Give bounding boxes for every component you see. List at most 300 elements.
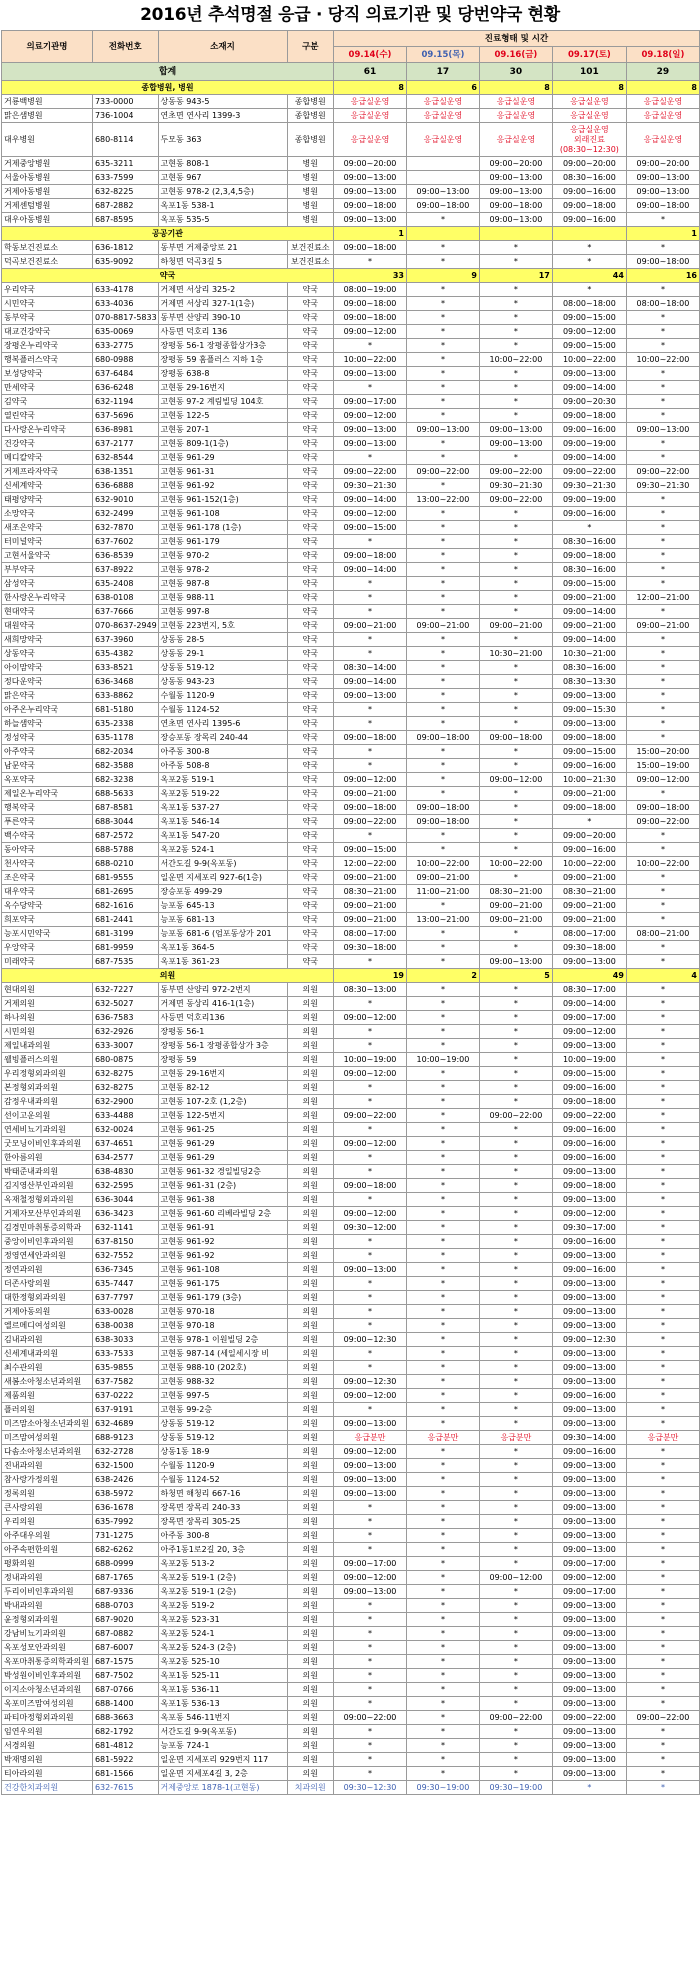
facility-type: 의원 — [287, 1585, 334, 1599]
table-row — [2, 787, 700, 801]
facility-type: 의원 — [287, 1571, 334, 1585]
facility-type: 약국 — [287, 619, 334, 633]
facility-name: 옥포마취통증의학과의원 — [2, 1655, 93, 1669]
hours-cell: * — [406, 325, 479, 339]
hours-cell: * — [479, 1053, 552, 1067]
table-row — [2, 185, 700, 199]
hours-cell: 09:00~21:00 — [334, 913, 407, 927]
table-row — [2, 1193, 700, 1207]
hours-cell: 09:00~13:00 — [552, 1627, 626, 1641]
facility-name: 건강약국 — [2, 437, 93, 451]
facility-name: 한사랑온누리약국 — [2, 591, 93, 605]
facility-address: 고현동 223번지, 5호 — [158, 619, 287, 633]
hours-cell: 09:00~13:00 — [334, 213, 407, 227]
facility-type: 의원 — [287, 1697, 334, 1711]
hours-cell: 09:00~13:00 — [552, 1375, 626, 1389]
hours-cell: 09:00~18:00 — [552, 409, 626, 423]
facility-phone: 635-2408 — [92, 577, 158, 591]
facility-address: 아주1동1로2길 20, 3층 — [158, 1543, 287, 1557]
hours-cell: * — [406, 1263, 479, 1277]
date-header: 09.18(일) — [626, 47, 699, 63]
table-row — [2, 1571, 700, 1585]
hours-cell: * — [626, 941, 699, 955]
facility-type: 병원 — [287, 185, 334, 199]
hours-cell: * — [406, 311, 479, 325]
facility-phone: 681-4812 — [92, 1739, 158, 1753]
hours-cell: 09:00~13:00 — [334, 367, 407, 381]
section-count: 2 — [406, 969, 479, 983]
hours-cell: * — [479, 1473, 552, 1487]
table-row — [2, 633, 700, 647]
facility-phone: 688-0999 — [92, 1557, 158, 1571]
facility-address: 고현동 961-91 — [158, 1221, 287, 1235]
facility-name: 신세계약국 — [2, 479, 93, 493]
hours-cell: 09:00~13:00 — [552, 1641, 626, 1655]
table-row — [2, 829, 700, 843]
table-row — [2, 1515, 700, 1529]
facility-phone: 638-1351 — [92, 465, 158, 479]
hours-cell: * — [406, 899, 479, 913]
facility-phone: 636-6248 — [92, 381, 158, 395]
facility-type: 약국 — [287, 675, 334, 689]
hours-cell: 09:30~18:00 — [334, 941, 407, 955]
hours-cell: * — [406, 1137, 479, 1151]
table-row — [2, 521, 700, 535]
facility-address: 상동동 28-5 — [158, 633, 287, 647]
table-row — [2, 1137, 700, 1151]
table-row — [2, 1599, 700, 1613]
facility-address: 옥포1동 537-27 — [158, 801, 287, 815]
hours-cell: * — [626, 1025, 699, 1039]
table-row — [2, 409, 700, 423]
facility-type: 약국 — [287, 409, 334, 423]
table-row — [2, 1725, 700, 1739]
facility-address: 옥포2동 519-1 (2층) — [158, 1571, 287, 1585]
hours-cell: 09:00~12:30 — [334, 1375, 407, 1389]
hours-cell: * — [334, 1627, 407, 1641]
hours-cell: 08:30~16:00 — [552, 563, 626, 577]
facility-type: 약국 — [287, 955, 334, 969]
hours-cell: 09:00~21:00 — [552, 787, 626, 801]
hours-cell: 09:00~12:00 — [334, 1389, 407, 1403]
facility-type: 의원 — [287, 1305, 334, 1319]
hours-cell: 09:00~13:00 — [626, 185, 699, 199]
hours-cell: 09:00~14:00 — [552, 605, 626, 619]
facility-phone: 687-0766 — [92, 1683, 158, 1697]
header-hours: 진료형태 및 시간 — [334, 31, 700, 47]
table-row — [2, 1487, 700, 1501]
hours-cell: * — [626, 1347, 699, 1361]
facility-name: 우리약국 — [2, 283, 93, 297]
facility-address: 거제면 동상리 416-1(1층) — [158, 997, 287, 1011]
facility-address: 상동1동 18-9 — [158, 1445, 287, 1459]
facility-address: 장평동 56-1 — [158, 1025, 287, 1039]
hours-cell: 09:00~19:00 — [552, 437, 626, 451]
hours-cell: * — [406, 1487, 479, 1501]
facility-name: 옥포성모안과의원 — [2, 1641, 93, 1655]
hours-cell: * — [479, 787, 552, 801]
table-row — [2, 927, 700, 941]
facility-name: 윤정형외과의원 — [2, 1613, 93, 1627]
hours-cell: * — [626, 1165, 699, 1179]
table-row — [2, 885, 700, 899]
section-count: 8 — [626, 81, 699, 95]
facility-phone: 637-6484 — [92, 367, 158, 381]
section-count: 44 — [552, 269, 626, 283]
hours-cell: * — [406, 1095, 479, 1109]
total-count: 30 — [479, 63, 552, 81]
table-row — [2, 1375, 700, 1389]
hours-cell: * — [334, 1291, 407, 1305]
facility-phone: 633-8521 — [92, 661, 158, 675]
hours-cell: 응급분만 — [334, 1431, 407, 1445]
hours-cell: 08:30~21:00 — [552, 885, 626, 899]
facility-phone: 687-1765 — [92, 1571, 158, 1585]
hours-cell: * — [626, 311, 699, 325]
facility-type: 의원 — [287, 1403, 334, 1417]
facility-type: 의원 — [287, 1683, 334, 1697]
hours-cell: * — [552, 1781, 626, 1795]
hours-cell: 09:00~13:00 — [479, 185, 552, 199]
hours-cell: 09:00~13:00 — [552, 1403, 626, 1417]
table-row — [2, 1767, 700, 1781]
facility-type: 병원 — [287, 199, 334, 213]
table-row — [2, 1641, 700, 1655]
section-count: 8 — [479, 81, 552, 95]
hours-cell: 09:00~20:30 — [552, 395, 626, 409]
hours-cell: * — [479, 1641, 552, 1655]
facility-name: 희포약국 — [2, 913, 93, 927]
hours-cell: 09:00~14:00 — [334, 563, 407, 577]
facility-address: 고현동 988-11 — [158, 591, 287, 605]
hours-cell: 08:00~17:00 — [552, 927, 626, 941]
facility-address: 옥포2동 519-2 — [158, 1599, 287, 1613]
hours-cell: 08:30~13:00 — [334, 983, 407, 997]
hours-cell: 09:00~12:00 — [552, 1025, 626, 1039]
facility-phone: 681-9555 — [92, 871, 158, 885]
table-row — [2, 213, 700, 227]
facility-phone: 634-2577 — [92, 1151, 158, 1165]
table-row — [2, 1697, 700, 1711]
hours-cell: 09:00~21:00 — [334, 787, 407, 801]
hours-cell: 09:00~13:00 — [552, 955, 626, 969]
hours-cell: * — [479, 815, 552, 829]
section-count: 1 — [334, 227, 407, 241]
hours-cell: 09:00~15:30 — [552, 703, 626, 717]
hours-cell: * — [626, 913, 699, 927]
facility-address: 동부면 산양리 390-10 — [158, 311, 287, 325]
facility-address: 수월동 1120-9 — [158, 1459, 287, 1473]
hours-cell: 09:00~21:00 — [552, 899, 626, 913]
facility-type: 의원 — [287, 1207, 334, 1221]
section-count: 49 — [552, 969, 626, 983]
facility-name: 정성약국 — [2, 731, 93, 745]
facility-name: 정다운약국 — [2, 675, 93, 689]
hours-cell: 09:00~21:00 — [334, 619, 407, 633]
facility-phone: 632-8275 — [92, 1081, 158, 1095]
facility-type: 의원 — [287, 1347, 334, 1361]
table-row — [2, 1067, 700, 1081]
hours-cell: * — [626, 1557, 699, 1571]
facility-address: 능포동 681-6 (엄포동상가 201 — [158, 927, 287, 941]
hours-cell: * — [406, 381, 479, 395]
facility-type: 약국 — [287, 493, 334, 507]
facility-name: 정내과의원 — [2, 1571, 93, 1585]
hours-cell: * — [626, 1095, 699, 1109]
hours-cell: 응급실운영 — [626, 123, 699, 157]
section-count — [552, 227, 626, 241]
hours-cell: * — [479, 1137, 552, 1151]
hours-cell: 09:00~18:00 — [626, 255, 699, 269]
hours-cell: * — [626, 1543, 699, 1557]
hours-cell: * — [406, 1249, 479, 1263]
hours-cell: * — [406, 1599, 479, 1613]
facility-type: 의원 — [287, 1095, 334, 1109]
facility-type: 의원 — [287, 1053, 334, 1067]
hours-cell: 09:00~18:00 — [334, 731, 407, 745]
facility-phone: 632-7552 — [92, 1249, 158, 1263]
facility-type: 의원 — [287, 1291, 334, 1305]
hours-cell: * — [479, 941, 552, 955]
facility-address: 수월동 1124-52 — [158, 703, 287, 717]
hours-cell: * — [406, 1081, 479, 1095]
hours-cell: * — [406, 479, 479, 493]
facility-type: 보건진료소 — [287, 255, 334, 269]
facility-phone: 636-3423 — [92, 1207, 158, 1221]
hours-cell: 09:00~22:00 — [626, 815, 699, 829]
hours-cell: 09:00~13:00 — [552, 1319, 626, 1333]
facility-type: 병원 — [287, 213, 334, 227]
facility-phone: 733-0000 — [92, 95, 158, 109]
hours-cell: * — [626, 689, 699, 703]
facility-type: 약국 — [287, 465, 334, 479]
facility-phone: 688-3044 — [92, 815, 158, 829]
facility-name: 박성원이비인후과의원 — [2, 1669, 93, 1683]
hours-cell: * — [479, 1669, 552, 1683]
facility-address: 고현동 978-2 — [158, 563, 287, 577]
facility-name: 웰빙플러스의원 — [2, 1053, 93, 1067]
hours-cell: 09:00~13:00 — [552, 1529, 626, 1543]
facility-name: 메디칼약국 — [2, 451, 93, 465]
section-count — [479, 227, 552, 241]
hours-cell: 09:00~13:00 — [479, 955, 552, 969]
hours-cell: * — [406, 451, 479, 465]
facility-phone: 635-3211 — [92, 157, 158, 171]
hours-cell: 09:00~17:00 — [552, 1011, 626, 1025]
hours-cell: * — [334, 1165, 407, 1179]
facility-address: 옥포1동 525-11 — [158, 1669, 287, 1683]
facility-phone: 682-3238 — [92, 773, 158, 787]
hours-cell: 응급실운영 — [626, 95, 699, 109]
facility-name: 학동보건진료소 — [2, 241, 93, 255]
facility-phone: 632-8275 — [92, 1067, 158, 1081]
hours-cell: 09:00~13:00 — [479, 437, 552, 451]
table-row — [2, 297, 700, 311]
hours-cell: * — [406, 1613, 479, 1627]
facility-type: 약국 — [287, 507, 334, 521]
facility-name: 하늘샘약국 — [2, 717, 93, 731]
hours-cell: 09:00~12:00 — [479, 773, 552, 787]
hours-cell: * — [626, 1417, 699, 1431]
hours-cell: 13:00~21:00 — [406, 913, 479, 927]
table-row — [2, 109, 700, 123]
hours-cell: * — [406, 367, 479, 381]
facility-type: 의원 — [287, 1753, 334, 1767]
hours-cell: 15:00~20:00 — [626, 745, 699, 759]
hours-cell: 09:00~13:00 — [552, 1459, 626, 1473]
hours-cell: 09:00~13:00 — [552, 1347, 626, 1361]
hours-cell: 09:00~16:00 — [552, 1137, 626, 1151]
hours-cell: * — [479, 703, 552, 717]
hours-cell: 09:00~14:00 — [552, 997, 626, 1011]
hours-cell: 09:00~22:00 — [626, 1711, 699, 1725]
hours-cell: 09:00~22:00 — [552, 465, 626, 479]
facility-phone: 632-9010 — [92, 493, 158, 507]
facility-name: 동아약국 — [2, 843, 93, 857]
hours-cell: 09:00~13:00 — [552, 1193, 626, 1207]
hours-cell: * — [479, 759, 552, 773]
hours-cell: * — [626, 885, 699, 899]
hours-cell: * — [406, 787, 479, 801]
facility-address: 옥포1동 536-11 — [158, 1683, 287, 1697]
hours-cell: 09:00~13:00 — [334, 1585, 407, 1599]
facility-name: 큰사랑의원 — [2, 1501, 93, 1515]
hours-cell: 09:00~22:00 — [552, 1711, 626, 1725]
hours-cell: * — [334, 1249, 407, 1263]
hours-cell: * — [626, 1599, 699, 1613]
table-row — [2, 395, 700, 409]
facility-address: 옥포2동 524-1 — [158, 1627, 287, 1641]
hours-cell: * — [626, 843, 699, 857]
facility-address: 옥포동 546-11번지 — [158, 1711, 287, 1725]
section-count: 8 — [334, 81, 407, 95]
facility-address: 옥포1동 536-13 — [158, 1697, 287, 1711]
facility-address: 능포동 724-1 — [158, 1739, 287, 1753]
facility-name: 거제자모산부인과의원 — [2, 1207, 93, 1221]
facility-name: 동부약국 — [2, 311, 93, 325]
table-row — [2, 1207, 700, 1221]
hours-cell: 응급실운영 — [552, 95, 626, 109]
table-row — [2, 1445, 700, 1459]
hours-cell: * — [626, 1249, 699, 1263]
hours-cell: * — [479, 1655, 552, 1669]
table-row — [2, 899, 700, 913]
facility-name: 정영연세안과의원 — [2, 1249, 93, 1263]
facility-phone: 638-4830 — [92, 1165, 158, 1179]
hours-cell: 09:00~13:00 — [406, 185, 479, 199]
facility-phone: 632-1141 — [92, 1221, 158, 1235]
facility-phone: 687-9336 — [92, 1585, 158, 1599]
facility-name: 옥수당약국 — [2, 899, 93, 913]
facility-name: 김지영산부인과의원 — [2, 1179, 93, 1193]
section-count: 4 — [626, 969, 699, 983]
facility-type: 의원 — [287, 1459, 334, 1473]
hours-cell: * — [479, 1011, 552, 1025]
hours-cell: 09:00~21:00 — [479, 913, 552, 927]
facility-phone: 636-1678 — [92, 1501, 158, 1515]
facility-name: 김경민마취통증의학과 — [2, 1221, 93, 1235]
facility-address: 고현동 961-179 (3층) — [158, 1291, 287, 1305]
hours-cell: 09:00~22:00 — [334, 815, 407, 829]
facility-type: 의원 — [287, 1277, 334, 1291]
hours-cell: 09:00~22:00 — [479, 465, 552, 479]
section-row — [2, 269, 700, 283]
table-row — [2, 367, 700, 381]
hours-cell: * — [406, 1165, 479, 1179]
hours-cell: * — [626, 283, 699, 297]
facility-name: 우리의원 — [2, 1515, 93, 1529]
facility-type: 약국 — [287, 633, 334, 647]
facility-type: 약국 — [287, 745, 334, 759]
hours-cell: * — [626, 1319, 699, 1333]
facility-name: 맑은샘병원 — [2, 109, 93, 123]
hours-cell: 09:00~12:00 — [334, 773, 407, 787]
facility-type: 의원 — [287, 1739, 334, 1753]
facility-name: 참사랑가정의원 — [2, 1473, 93, 1487]
facility-type: 약국 — [287, 479, 334, 493]
facility-name: 제품의원 — [2, 1389, 93, 1403]
hours-cell: * — [626, 381, 699, 395]
hours-cell: * — [626, 1375, 699, 1389]
facility-address: 장평동 59 홈플러스 지하 1층 — [158, 353, 287, 367]
facility-type: 약국 — [287, 759, 334, 773]
hours-cell: * — [479, 1557, 552, 1571]
hours-cell: 09:00~13:00 — [552, 1515, 626, 1529]
hours-cell: 10:00~22:00 — [334, 353, 407, 367]
table-row — [2, 1053, 700, 1067]
hours-cell: 08:30~21:00 — [479, 885, 552, 899]
hours-cell: * — [479, 1487, 552, 1501]
table-row — [2, 95, 700, 109]
facility-phone: 638-0038 — [92, 1319, 158, 1333]
hours-cell: 09:00~18:00 — [334, 297, 407, 311]
hours-cell: 09:30~12:30 — [334, 1781, 407, 1795]
table-row — [2, 1179, 700, 1193]
hours-cell: * — [479, 633, 552, 647]
hours-cell: * — [479, 1361, 552, 1375]
facility-type: 의원 — [287, 1193, 334, 1207]
hours-cell: * — [479, 1305, 552, 1319]
hours-cell: 09:00~15:00 — [552, 311, 626, 325]
facility-type: 의원 — [287, 1109, 334, 1123]
hours-cell: * — [626, 563, 699, 577]
hours-cell: 09:00~21:00 — [552, 619, 626, 633]
facility-address: 고현동 997-8 — [158, 605, 287, 619]
facility-phone: 632-5027 — [92, 997, 158, 1011]
hours-cell: 09:00~12:00 — [334, 1207, 407, 1221]
section-count: 8 — [552, 81, 626, 95]
facility-address: 아주동 300-8 — [158, 1529, 287, 1543]
facility-type: 의원 — [287, 1543, 334, 1557]
hours-cell: * — [334, 535, 407, 549]
facility-name: 옥포미즈맘여성의원 — [2, 1697, 93, 1711]
hours-cell: * — [334, 717, 407, 731]
hours-cell: * — [626, 437, 699, 451]
facility-address: 옥포2동 524-3 (2층) — [158, 1641, 287, 1655]
facility-type: 의원 — [287, 983, 334, 997]
hours-cell: * — [626, 549, 699, 563]
facility-address: 옥포1동 538-1 — [158, 199, 287, 213]
hours-cell: * — [479, 1529, 552, 1543]
hours-cell: 08:00~18:00 — [552, 297, 626, 311]
table-row — [2, 913, 700, 927]
hours-cell: * — [626, 339, 699, 353]
hours-cell: 응급실운영 — [479, 95, 552, 109]
hours-cell: * — [334, 1515, 407, 1529]
hours-cell: * — [406, 1417, 479, 1431]
facility-name: 평화의원 — [2, 1557, 93, 1571]
hours-cell: * — [626, 703, 699, 717]
